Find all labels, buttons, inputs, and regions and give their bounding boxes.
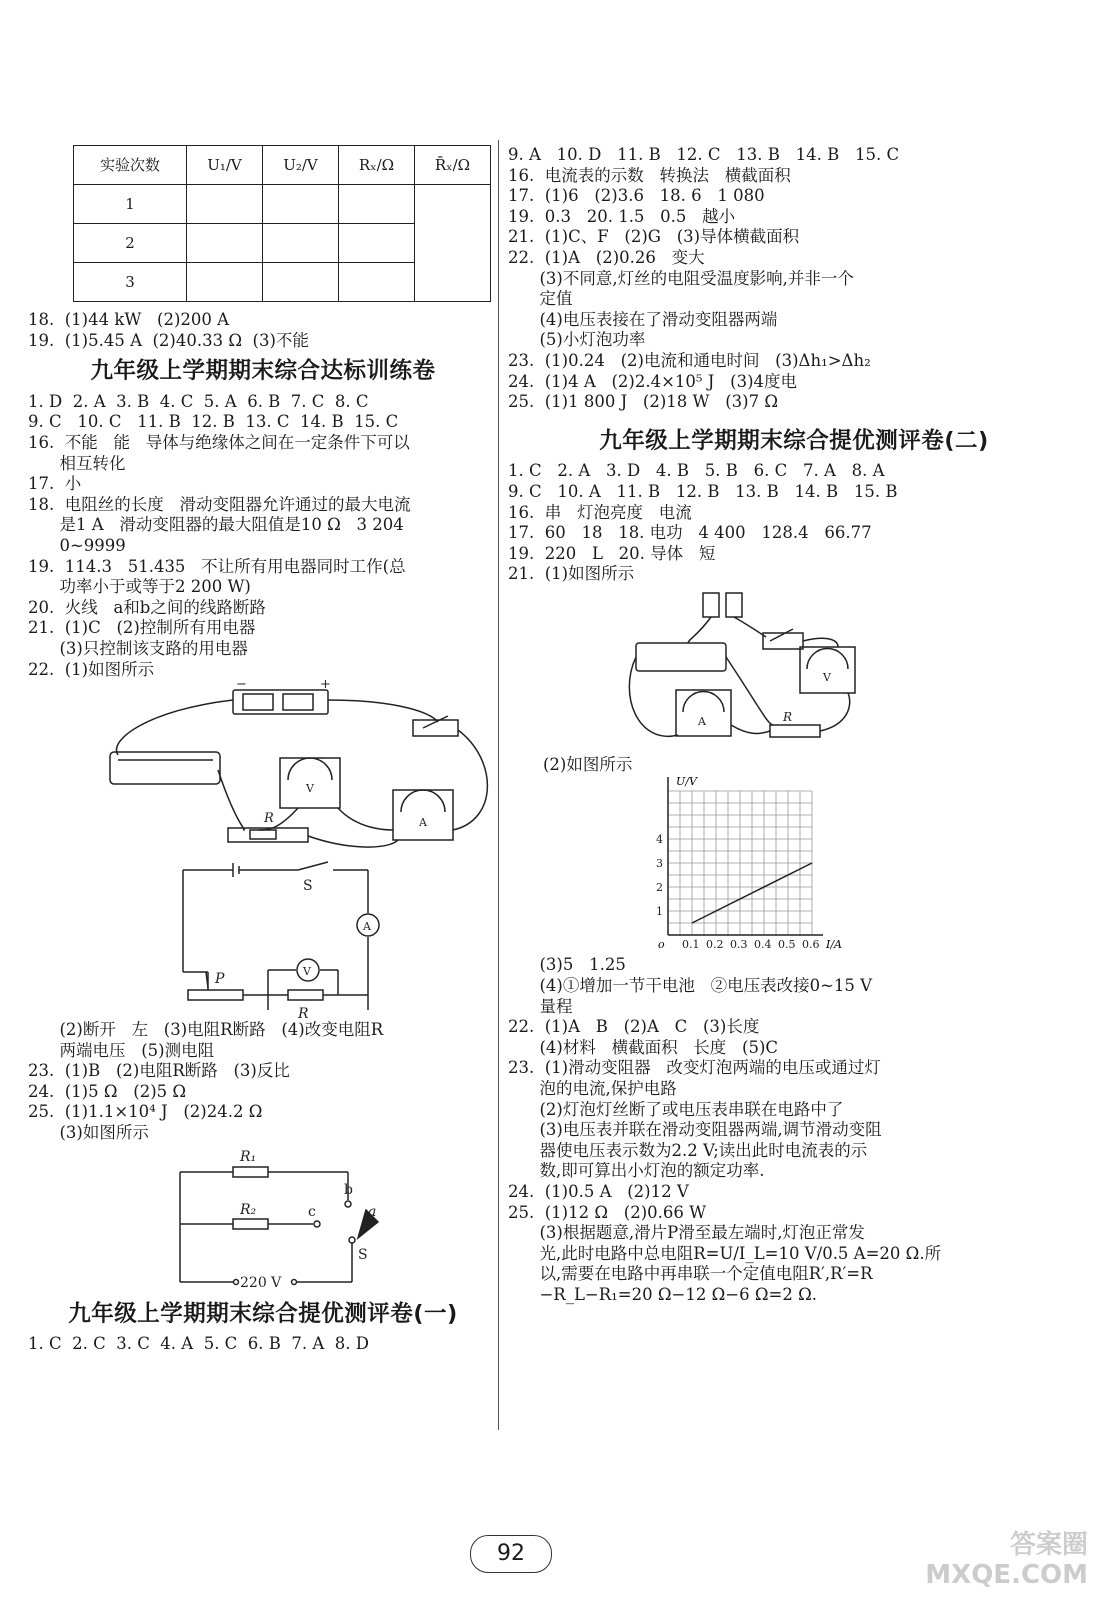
resistor-board: [770, 725, 820, 737]
answer-line: 以,需要在电路中再串联一个定值电阻R′,R′=R: [508, 1264, 873, 1284]
resistor-symbol-label: R: [298, 1006, 309, 1021]
answer-line: 功率小于或等于2 200 W): [28, 577, 251, 597]
answer-line: 22. (1)A (2)0.26 变大: [508, 247, 705, 267]
x-tick-label: 0.5: [778, 938, 796, 952]
ui-graph: [508, 775, 1080, 955]
answer-line: 23. (1)滑动变阻器 改变灯泡两端的电压或通过灯: [508, 1058, 881, 1078]
table-row: [74, 185, 491, 224]
answer-line: (3)根据题意,滑片P滑至最左端时,灯泡正常发: [508, 1223, 865, 1243]
answer-line: 19. 220 L 20. 导体 短: [508, 543, 716, 563]
c-label: c: [308, 1203, 316, 1220]
answer-line: 16. 电流表的示数 转换法 横截面积: [508, 165, 791, 185]
plus-label: +: [320, 680, 331, 693]
rheostat-symbol: [188, 990, 243, 1000]
watermark-line: MXQE.COM: [925, 1560, 1088, 1590]
y-tick-label: 1: [656, 905, 663, 919]
answer-line: (4)材料 横截面积 长度 (5)C: [508, 1037, 779, 1057]
voltmeter-label: V: [306, 782, 314, 796]
voltmeter: [800, 647, 855, 693]
answer-line: (2)断开 左 (3)电阻R断路 (4)改变电阻R: [28, 1020, 384, 1040]
battery-cell: [703, 593, 719, 617]
slider-label: P: [215, 971, 225, 988]
y-tick-label: 4: [656, 833, 663, 847]
x-tick-label: 0.3: [730, 938, 748, 952]
answer-line: 21. (1)如图所示: [508, 564, 635, 584]
answer-line: (4)电压表接在了滑动变阻器两端: [508, 309, 778, 329]
left-column: [28, 145, 498, 1355]
answer-line: 定值: [508, 289, 573, 309]
answer-line: 1. C 2. C 3. C 4. A 5. C 6. B 7. A 8. D: [28, 1334, 370, 1354]
origin-label: o: [658, 938, 665, 952]
answer-line: 25. (1)1.1×10⁴ J (2)24.2 Ω: [28, 1102, 263, 1122]
ammeter-label: A: [698, 714, 706, 728]
x-tick-label: 0.6: [802, 938, 820, 952]
voltmeter-label: V: [823, 670, 831, 684]
answer-line: 9. A 10. D 11. B 12. C 13. B 14. B 15. C: [508, 145, 900, 164]
answer-line: 21. (1)C (2)控制所有用电器: [28, 618, 256, 638]
resistor-symbol: [288, 990, 323, 1000]
answer-line: 泡的电流,保护电路: [508, 1079, 677, 1099]
wiring-figure: [28, 680, 498, 860]
y-axis-label: U/V: [676, 775, 697, 789]
answer-line: (3)只控制该支路的用电器: [28, 638, 248, 658]
experiment-table: [73, 145, 491, 302]
switch-base: [763, 633, 803, 649]
answer-line: (2)灯泡灯丝断了或电压表串联在电路中了: [508, 1099, 844, 1119]
answer-line: 23. (1)0.24 (2)电流和通电时间 (3)Δh₁>Δh₂: [508, 350, 871, 370]
answer-line: 24. (1)4 A (2)2.4×10⁵ J (3)4度电: [508, 371, 798, 391]
answer-line: 21. (1)C、F (2)G (3)导体横截面积: [508, 227, 800, 247]
switch-circuit-figure: [28, 1144, 498, 1294]
x-tick-label: 0.2: [706, 938, 724, 952]
table-header: R̄ₓ/Ω: [415, 146, 491, 185]
x-tick-label: 0.1: [682, 938, 700, 952]
answer-line: 18. 电阻丝的长度 滑动变阻器允许通过的最大电流: [28, 494, 411, 514]
answer-line: 光,此时电路中总电阻R=U/I_L=10 V/0.5 A=20 Ω.所: [508, 1243, 942, 1263]
wiring-figure-2: [508, 585, 1080, 755]
table-header: 实验次数: [74, 146, 187, 185]
watermark: [925, 1530, 1088, 1590]
answer-line: 18. (1)44 kW (2)200 A: [28, 310, 230, 329]
answer-line: 19. (1)5.45 A (2)40.33 Ω (3)不能: [28, 330, 309, 350]
table-cell: 2: [74, 224, 187, 263]
answer-line: 量程: [508, 996, 573, 1016]
voltage-label: 220 V: [240, 1274, 282, 1291]
answer-line: 9. C 10. A 11. B 12. B 13. B 14. B 15. B: [508, 481, 898, 501]
ammeter-symbol-label: A: [363, 920, 371, 934]
minus-label: −: [236, 680, 247, 693]
section-title: 九年级上学期期末综合提优测评卷(一): [68, 1300, 458, 1327]
battery-cell: [726, 593, 742, 617]
watermark-line: 答案圈: [1009, 1530, 1088, 1560]
rheostat: [636, 643, 726, 671]
ammeter: [393, 790, 453, 840]
b-label: b: [344, 1181, 353, 1198]
answer-line: 22. (1)A B (2)A C (3)长度: [508, 1017, 760, 1037]
table-cell: 1: [74, 185, 187, 224]
answer-line: 24. (1)0.5 A (2)12 V: [508, 1182, 689, 1201]
table-header: Rₓ/Ω: [339, 146, 415, 185]
answer-line: 相互转化: [28, 453, 126, 473]
answer-line: −R_L−R₁=20 Ω−12 Ω−6 Ω=2 Ω.: [508, 1284, 818, 1304]
column-divider: [498, 140, 499, 1430]
answer-line: 数,即可算出小灯泡的额定功率.: [508, 1161, 765, 1181]
answer-line: 1. C 2. A 3. D 4. B 5. B 6. C 7. A 8. A: [508, 461, 885, 481]
answer-line: 17. (1)6 (2)3.6 18. 6 1 080: [508, 186, 765, 206]
table-header: U₂/V: [263, 146, 339, 185]
a-label: a: [368, 1203, 377, 1220]
answer-line: (3)电压表并联在滑动变阻器两端,调节滑动变阻: [508, 1120, 882, 1140]
r2-label: R₂: [240, 1201, 257, 1218]
switch-s-label: S: [358, 1246, 368, 1263]
section-title: 九年级上学期期末综合达标训练卷: [90, 358, 436, 385]
answer-line: (4)①增加一节干电池 ②电压表改接0~15 V: [508, 976, 873, 996]
page-number: 92: [470, 1535, 552, 1573]
answer-line: 23. (1)B (2)电阻R断路 (3)反比: [28, 1061, 290, 1081]
answer-line: 16. 串 灯泡亮度 电流: [508, 502, 692, 522]
answer-line: 17. 60 18 18. 电功 4 400 128.4 66.77: [508, 523, 872, 543]
r1-symbol: [233, 1167, 268, 1177]
y-tick-label: 3: [656, 857, 663, 871]
answer-line: 25. (1)1 800 J (2)18 W (3)7 Ω: [508, 392, 779, 412]
table-cell: 3: [74, 263, 187, 302]
x-tick-label: 0.4: [754, 938, 772, 952]
ammeter: [676, 690, 731, 736]
y-tick-label: 2: [656, 881, 663, 895]
answer-line: 20. 火线 a和b之间的线路断路: [28, 597, 266, 617]
answer-line: 19. 0.3 20. 1.5 0.5 越小: [508, 206, 736, 226]
answer-line: 两端电压 (5)测电阻: [28, 1040, 215, 1060]
circuit-schematic: [28, 860, 498, 1020]
answer-line: 0~9999: [28, 535, 126, 555]
switch-label: S: [303, 878, 313, 895]
answer-line: (3)如图所示: [28, 1123, 149, 1143]
answer-line: 22. (1)如图所示: [28, 659, 155, 679]
answer-line: (3)5 1.25: [508, 955, 626, 975]
answer-line: (3)不同意,灯丝的电阻受温度影响,并非一个: [508, 268, 854, 288]
answer-line: 19. 114.3 51.435 不让所有用电器同时工作(总: [28, 556, 406, 576]
answer-line: (5)小灯泡功率: [508, 330, 646, 350]
r1-label: R₁: [240, 1148, 257, 1165]
answer-line: 16. 不能 能 导体与绝缘体之间在一定条件下可以: [28, 432, 410, 452]
x-axis-label: I/A: [826, 938, 842, 952]
answer-line: 9. C 10. C 11. B 12. B 13. C 14. B 15. C: [28, 412, 399, 432]
battery-cell: [283, 694, 313, 710]
right-column: [508, 145, 1080, 1306]
ammeter-label: A: [419, 816, 427, 830]
answer-line: 器使电压表示数为2.2 V;读出此时电流表的示: [508, 1140, 868, 1160]
answer-line: 25. (1)12 Ω (2)0.66 W: [508, 1202, 707, 1222]
answer-line: 17. 小: [28, 474, 82, 494]
rheostat: [110, 752, 220, 784]
answer-line: 是1 A 滑动变阻器的最大阻值是10 Ω 3 204: [28, 515, 404, 535]
resistor-label: R: [783, 709, 793, 724]
answer-line: 24. (1)5 Ω (2)5 Ω: [28, 1081, 187, 1101]
section-title: 九年级上学期期末综合提优测评卷(二): [599, 427, 989, 454]
resistor-label: R: [264, 811, 274, 827]
battery-cell: [243, 694, 273, 710]
answer-line: (2)如图所示: [543, 754, 633, 774]
table-header-row: [74, 146, 491, 185]
r2-symbol: [233, 1219, 268, 1229]
voltmeter-symbol-label: V: [303, 965, 311, 979]
answer-line: 1. D 2. A 3. B 4. C 5. A 6. B 7. C 8. C: [28, 391, 369, 411]
table-header: U₁/V: [187, 146, 263, 185]
